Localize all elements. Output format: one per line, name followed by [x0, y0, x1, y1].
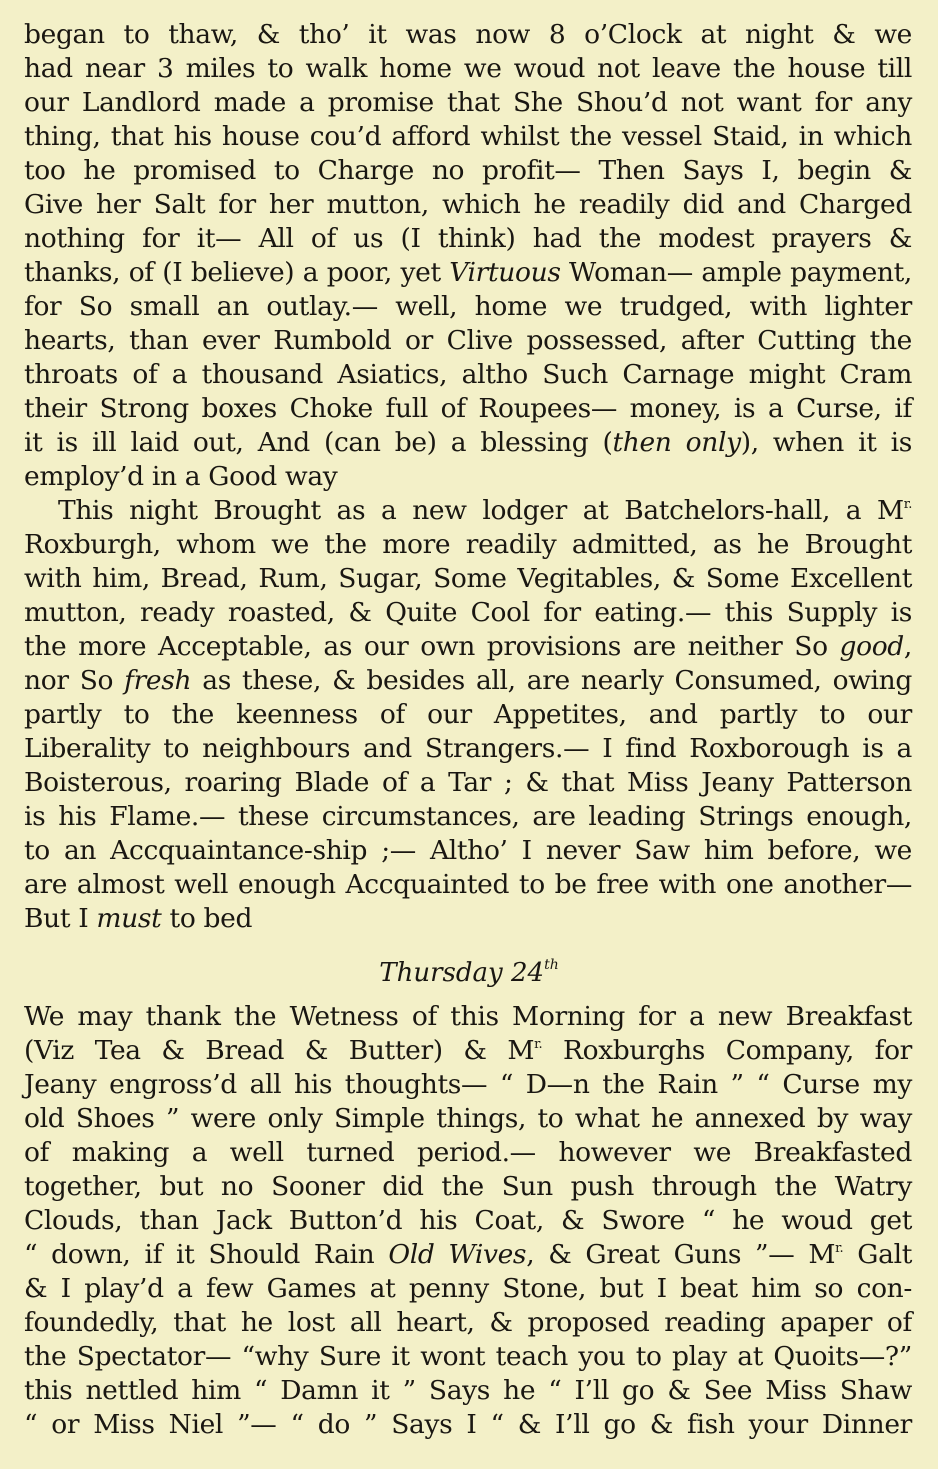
- text-line: Jeany engross’d all his thoughts— “ D—n the Rain ” “ Curse my: [24, 1069, 912, 1100]
- date-heading: [0, 956, 938, 990]
- text-line: employ’d in a Good way: [24, 461, 338, 492]
- text-line: hearts, than ever Rumbold or Clive possessed, after Cutting the: [24, 325, 912, 356]
- text-line: (Viz Tea & Bread & Butter) & $M^{r.}$ Roxburghs Company, for: [24, 1035, 912, 1066]
- text-line: their Strong boxes Choke full of Roupees— money, is a Curse, if: [24, 393, 912, 424]
- text-line: foundedly, that he lost all heart, & proposed reading apaper of: [24, 1307, 912, 1338]
- text-line: had near 3 miles to walk home we woud not leave the house till: [24, 53, 912, 84]
- text-line: Roxburgh, whom we the more readily admitted, as he Brought: [24, 529, 912, 560]
- text-line: Give her Salt for her mutton, which he readily did and Charged: [24, 189, 912, 220]
- text-line: are almost well enough Accquainted to be free with one another—: [24, 869, 912, 900]
- text-line: thing, that his house cou’d afford whilst the vessel Staid, in which: [24, 121, 912, 152]
- text-line: But I must to bed: [24, 903, 253, 934]
- text-line: This night Brought as a new lodger at Batchelors-hall, a $M^{r.}$: [58, 495, 912, 526]
- text-line: this nettled him “ Damn it ” Says he “ I’ll go & See Miss Shaw: [24, 1375, 912, 1406]
- text-line: together, but no Sooner did the Sun push through the Watry: [24, 1171, 912, 1202]
- text-line: Liberality to neighbours and Strangers.— I find Roxborough is a: [24, 733, 912, 764]
- text-line: & I play’d a few Games at penny Stone, but I beat him so con-: [24, 1273, 912, 1304]
- text-line: old Shoes ” were only Simple things, to what he annexed by way: [24, 1103, 912, 1134]
- text-line: began to thaw, & tho’ it was now 8 o’Clock at night & we: [24, 19, 912, 50]
- heading-date-suffix: th: [544, 957, 559, 973]
- text-line: nothing for it— All of us (I think) had the modest prayers &: [24, 223, 912, 254]
- text-line: it is ill laid out, And (can be) a blessing (then only), when it is: [24, 427, 912, 458]
- heading-day: Thursday: [379, 958, 503, 988]
- text-line: with him, Bread, Rum, Sugar, Some Vegitables, & Some Excellent: [24, 563, 912, 594]
- text-line: Clouds, than Jack Button’d his Coat, & Swore “ he woud get: [24, 1205, 912, 1236]
- text-line: partly to the keenness of our Appetites, and partly to our: [24, 699, 912, 730]
- text-line: our Landlord made a promise that She Shou’d not want for any: [24, 87, 912, 118]
- text-line: Boisterous, roaring Blade of a Tar ; & that Miss Jeany Patterson: [24, 767, 912, 798]
- text-line: to an Accquaintance-ship ;— Altho’ I never Saw him before, we: [24, 835, 912, 866]
- text-line: mutton, ready roasted, & Quite Cool for eating.— this Supply is: [24, 597, 912, 628]
- text-line: the Spectator— “why Sure it wont teach you to play at Quoits—?”: [24, 1341, 912, 1372]
- text-line: is his Flame.— these circumstances, are leading Strings enough,: [24, 801, 912, 832]
- text-line: for So small an outlay.— well, home we trudged, with lighter: [24, 291, 912, 322]
- text-line: thanks, of (I believe) a poor, yet Virtuous Woman— ample payment,: [24, 257, 912, 288]
- text-line: “ or Miss Niel ”— “ do ” Says I “ & I’ll go & fish your Dinner: [24, 1409, 912, 1440]
- text-line: throats of a thousand Asiatics, altho Such Carnage might Cram: [24, 359, 912, 390]
- text-line: the more Acceptable, as our own provisions are neither So good,: [24, 631, 912, 662]
- text-line: too he promised to Charge no profit— Then Says I, begin &: [24, 155, 912, 186]
- text-line: We may thank the Wetness of this Morning for a new Breakfast: [24, 1001, 912, 1032]
- heading-date-number: 24: [510, 958, 545, 988]
- text-line: nor So fresh as these, & besides all, are nearly Consumed, owing: [24, 665, 912, 696]
- text-line: “ down, if it Should Rain Old Wives, & Great Guns ”— $M^{r.}$ Galt: [24, 1239, 912, 1270]
- text-line: of making a well turned period.— however we Breakfasted: [24, 1137, 912, 1168]
